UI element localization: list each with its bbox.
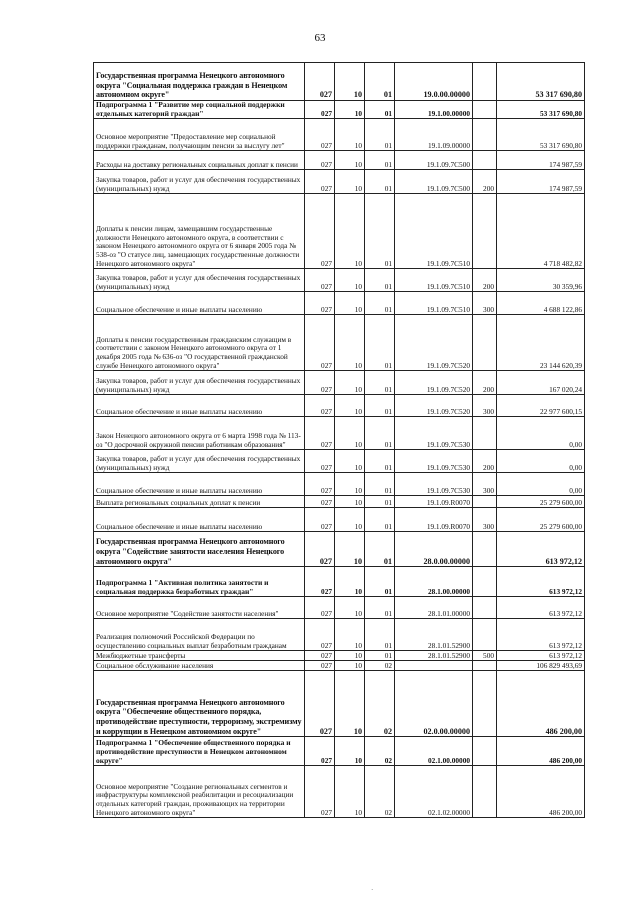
row-name: Подпрограмма 1 "Развитие мер социальной поддержки отдельных категорий граждан" (94, 101, 305, 119)
table-body (94, 63, 585, 818)
row-ministry-code: 027 (305, 651, 335, 661)
row-ministry-code: 027 (305, 292, 335, 315)
row-expense-type (473, 766, 497, 818)
row-amount: 53 317 690,80 (497, 119, 585, 151)
row-name: Закупка товаров, работ и услуг для обеспечения государственных (муниципальных) нужд (94, 371, 305, 395)
row-target-article: 28.1.00.00000 (395, 567, 473, 597)
row-ministry-code: 027 (305, 508, 335, 532)
row-expense-type (473, 496, 497, 508)
row-section-code: 10 (335, 496, 365, 508)
row-target-article: 19.1.09.7С520 (395, 315, 473, 371)
table-row (94, 395, 585, 417)
row-subsection-code: 01 (365, 151, 395, 170)
row-amount: 613 972,12 (497, 532, 585, 567)
row-name: Социальное обеспечение и иные выплаты населению (94, 508, 305, 532)
row-expense-type (473, 194, 497, 269)
table-row (94, 651, 585, 661)
row-target-article: 19.1.09.7С510 (395, 292, 473, 315)
row-section-code: 10 (335, 119, 365, 151)
row-section-code: 10 (335, 63, 365, 101)
row-amount: 174 987,59 (497, 151, 585, 170)
row-amount: 613 972,12 (497, 619, 585, 651)
row-subsection-code: 01 (365, 119, 395, 151)
row-subsection-code: 01 (365, 417, 395, 450)
page-number: 63 (314, 32, 326, 44)
row-target-article: 02.0.00.00000 (395, 671, 473, 737)
row-subsection-code: 01 (365, 63, 395, 101)
row-subsection-code: 01 (365, 269, 395, 292)
row-amount: 4 688 122,86 (497, 292, 585, 315)
row-subsection-code: 02 (365, 671, 395, 737)
row-section-code: 10 (335, 101, 365, 119)
row-section-code: 10 (335, 450, 365, 473)
row-section-code: 10 (335, 194, 365, 269)
table-row (94, 473, 585, 496)
row-subsection-code: 01 (365, 315, 395, 371)
row-section-code: 10 (335, 269, 365, 292)
row-section-code: 10 (335, 737, 365, 766)
row-ministry-code: 027 (305, 63, 335, 101)
row-amount: 167 020,24 (497, 371, 585, 395)
row-amount: 613 972,12 (497, 597, 585, 619)
row-subsection-code: 01 (365, 619, 395, 651)
row-name: Социальное обеспечение и иные выплаты населению (94, 473, 305, 496)
row-expense-type: 200 (473, 450, 497, 473)
row-expense-type: 200 (473, 269, 497, 292)
row-ministry-code: 027 (305, 450, 335, 473)
row-name: Основное мероприятие "Создание региональных сегментов и инфраструктуры комплексной реабилитации и ресоциализации отдельных категорий граждан, проживающих на территории Ненецкого автономного округа" (94, 766, 305, 818)
row-expense-type: 300 (473, 395, 497, 417)
row-expense-type: 500 (473, 651, 497, 661)
row-ministry-code: 027 (305, 766, 335, 818)
row-subsection-code: 02 (365, 766, 395, 818)
row-section-code: 10 (335, 567, 365, 597)
row-ministry-code: 027 (305, 661, 335, 671)
row-subsection-code: 01 (365, 597, 395, 619)
row-subsection-code: 02 (365, 661, 395, 671)
table-row (94, 508, 585, 532)
row-expense-type (473, 63, 497, 101)
row-ministry-code: 027 (305, 417, 335, 450)
table-row (94, 737, 585, 766)
row-ministry-code: 027 (305, 532, 335, 567)
row-name: Социальное обеспечение и иные выплаты населению (94, 292, 305, 315)
row-expense-type (473, 597, 497, 619)
row-name: Закупка товаров, работ и услуг для обеспечения государственных (муниципальных) нужд (94, 170, 305, 194)
row-target-article: 19.1.09.7С530 (395, 450, 473, 473)
table-row (94, 170, 585, 194)
row-target-article: 19.1.09.7С510 (395, 269, 473, 292)
row-target-article: 19.1.09.7С510 (395, 194, 473, 269)
row-target-article: 02.1.02.00000 (395, 766, 473, 818)
row-target-article: 19.1.09.7С520 (395, 371, 473, 395)
row-name: Государственная программа Ненецкого автономного округа "Содействие занятости населения Ненецкого автономного округа" (94, 532, 305, 567)
table-row (94, 269, 585, 292)
row-amount: 22 977 600,15 (497, 395, 585, 417)
row-name: Закупка товаров, работ и услуг для обеспечения государственных (муниципальных) нужд (94, 269, 305, 292)
table-row (94, 194, 585, 269)
row-ministry-code: 027 (305, 315, 335, 371)
row-name: Социальное обеспечение и иные выплаты населению (94, 395, 305, 417)
row-target-article: 19.1.00.00000 (395, 101, 473, 119)
row-name: Расходы на доставку региональных социальных доплат к пенсии (94, 151, 305, 170)
row-expense-type (473, 567, 497, 597)
row-ministry-code: 027 (305, 119, 335, 151)
row-section-code: 10 (335, 170, 365, 194)
row-expense-type: 200 (473, 170, 497, 194)
row-ministry-code: 027 (305, 371, 335, 395)
row-amount: 0,00 (497, 450, 585, 473)
row-target-article: 28.1.01.00000 (395, 597, 473, 619)
row-section-code: 10 (335, 292, 365, 315)
row-subsection-code: 01 (365, 170, 395, 194)
row-target-article: 19.1.09.R0070 (395, 508, 473, 532)
table-row (94, 619, 585, 651)
row-expense-type: 300 (473, 292, 497, 315)
row-expense-type (473, 151, 497, 170)
row-amount: 0,00 (497, 417, 585, 450)
table-row (94, 661, 585, 671)
table-row (94, 63, 585, 101)
row-name: Доплаты к пенсии лицам, замещавшим государственные должности Ненецкого автономного округа, в соответствии с законом Ненецкого автономного округа от 6 января 2005 года № 538-оз "О статусе лиц, замещающих государственные должности Ненецкого автономного округа" (94, 194, 305, 269)
row-section-code: 10 (335, 417, 365, 450)
row-expense-type (473, 737, 497, 766)
row-ministry-code: 027 (305, 496, 335, 508)
row-expense-type (473, 315, 497, 371)
row-name: Доплаты к пенсии государственным гражданским служащим в соответствии с законом Ненецкого автономного округа от 1 декабря 2005 года № 636-оз "О государственной гражданской службе Ненецкого автономного округа" (94, 315, 305, 371)
row-subsection-code: 02 (365, 737, 395, 766)
row-ministry-code: 027 (305, 597, 335, 619)
row-ministry-code: 027 (305, 269, 335, 292)
row-target-article: 19.1.09.00000 (395, 119, 473, 151)
row-name: Реализация полномочий Российской Федерации по осуществлению социальных выплат безработным гражданам (94, 619, 305, 651)
row-ministry-code: 027 (305, 101, 335, 119)
row-name: Основное мероприятие "Предоставление мер социальной поддержки гражданам, получающим пенсии за выслугу лет" (94, 119, 305, 151)
row-amount: 53 317 690,80 (497, 101, 585, 119)
row-target-article: 28.1.01.52900 (395, 619, 473, 651)
row-section-code: 10 (335, 315, 365, 371)
row-name: Закупка товаров, работ и услуг для обеспечения государственных (муниципальных) нужд (94, 450, 305, 473)
row-amount: 53 317 690,80 (497, 63, 585, 101)
row-subsection-code: 01 (365, 508, 395, 532)
row-subsection-code: 01 (365, 395, 395, 417)
table-row (94, 671, 585, 737)
row-target-article: 19.1.09.7С530 (395, 473, 473, 496)
row-ministry-code: 027 (305, 619, 335, 651)
row-name: Межбюджетные трансферты (94, 651, 305, 661)
row-target-article: 19.1.09.7С530 (395, 417, 473, 450)
row-expense-type: 300 (473, 508, 497, 532)
row-ministry-code: 027 (305, 567, 335, 597)
row-subsection-code: 01 (365, 194, 395, 269)
row-ministry-code: 027 (305, 395, 335, 417)
row-amount: 486 200,00 (497, 671, 585, 737)
row-name: Государственная программа Ненецкого автономного округа "Социальная поддержка граждан в Ненецком автономном округе" (94, 63, 305, 101)
row-ministry-code: 027 (305, 737, 335, 766)
row-section-code: 10 (335, 619, 365, 651)
row-target-article: 28.0.00.00000 (395, 532, 473, 567)
row-section-code: 10 (335, 766, 365, 818)
row-ministry-code: 027 (305, 671, 335, 737)
row-expense-type (473, 671, 497, 737)
table-row (94, 101, 585, 119)
row-name: Закон Ненецкого автономного округа от 6 марта 1998 года № 113-оз "О досрочной окружной пенсии работникам образования" (94, 417, 305, 450)
row-target-article: 19.1.09.7С520 (395, 395, 473, 417)
row-expense-type: 300 (473, 473, 497, 496)
row-ministry-code: 027 (305, 473, 335, 496)
row-expense-type (473, 532, 497, 567)
row-target-article: 19.1.09.7С500 (395, 170, 473, 194)
row-subsection-code: 01 (365, 651, 395, 661)
row-target-article: 19.1.09.7С500 (395, 151, 473, 170)
row-ministry-code: 027 (305, 151, 335, 170)
row-section-code: 10 (335, 473, 365, 496)
row-name: Подпрограмма 1 "Обеспечение общественного порядка и противодействие преступности в Ненецком автономном округе" (94, 737, 305, 766)
row-amount: 23 144 620,39 (497, 315, 585, 371)
row-expense-type (473, 101, 497, 119)
row-target-article: 19.1.09.R0070 (395, 496, 473, 508)
row-subsection-code: 01 (365, 101, 395, 119)
row-name: Основное мероприятие "Содействие занятости населения" (94, 597, 305, 619)
row-section-code: 10 (335, 371, 365, 395)
row-amount: 4 718 482,82 (497, 194, 585, 269)
table-row (94, 766, 585, 818)
row-expense-type (473, 417, 497, 450)
row-target-article: 02.1.00.00000 (395, 737, 473, 766)
row-amount: 174 987,59 (497, 170, 585, 194)
table-row (94, 567, 585, 597)
table-row (94, 315, 585, 371)
row-target-article: 19.0.00.00000 (395, 63, 473, 101)
row-subsection-code: 01 (365, 450, 395, 473)
row-amount: 613 972,12 (497, 567, 585, 597)
row-subsection-code: 01 (365, 567, 395, 597)
row-section-code: 10 (335, 508, 365, 532)
table-row (94, 450, 585, 473)
row-amount: 30 359,96 (497, 269, 585, 292)
row-section-code: 10 (335, 151, 365, 170)
row-subsection-code: 01 (365, 496, 395, 508)
row-amount: 25 279 600,00 (497, 508, 585, 532)
row-name: Подпрограмма 1 "Активная политика занятости и социальная поддержка безработных граждан" (94, 567, 305, 597)
row-amount: 0,00 (497, 473, 585, 496)
row-amount: 613 972,12 (497, 651, 585, 661)
row-section-code: 10 (335, 671, 365, 737)
row-expense-type: 200 (473, 371, 497, 395)
table-row (94, 496, 585, 508)
row-subsection-code: 01 (365, 473, 395, 496)
row-section-code: 10 (335, 661, 365, 671)
row-ministry-code: 027 (305, 170, 335, 194)
row-section-code: 10 (335, 597, 365, 619)
row-target-article (395, 661, 473, 671)
row-amount: 486 200,00 (497, 737, 585, 766)
row-subsection-code: 01 (365, 371, 395, 395)
row-section-code: 10 (335, 395, 365, 417)
table-row (94, 119, 585, 151)
row-expense-type (473, 661, 497, 671)
table-row (94, 371, 585, 395)
row-amount: 486 200,00 (497, 766, 585, 818)
row-expense-type (473, 119, 497, 151)
row-amount: 106 829 493,69 (497, 661, 585, 671)
table-row (94, 417, 585, 450)
stray-mark: · (371, 886, 374, 894)
row-section-code: 10 (335, 532, 365, 567)
table-row (94, 292, 585, 315)
table-row (94, 597, 585, 619)
table-row (94, 151, 585, 170)
row-section-code: 10 (335, 651, 365, 661)
row-name: Социальное обслуживание населения (94, 661, 305, 671)
row-expense-type (473, 619, 497, 651)
row-target-article: 28.1.01.52900 (395, 651, 473, 661)
row-name: Государственная программа Ненецкого автономного округа "Обеспечение общественного порядка, противодействие преступности, терроризму, экстремизму и коррупции в Ненецком автономном округе" (94, 671, 305, 737)
row-name: Выплата региональных социальных доплат к пенсии (94, 496, 305, 508)
budget-table (93, 62, 585, 818)
row-subsection-code: 01 (365, 532, 395, 567)
row-amount: 25 279 600,00 (497, 496, 585, 508)
row-ministry-code: 027 (305, 194, 335, 269)
row-subsection-code: 01 (365, 292, 395, 315)
table-row (94, 532, 585, 567)
